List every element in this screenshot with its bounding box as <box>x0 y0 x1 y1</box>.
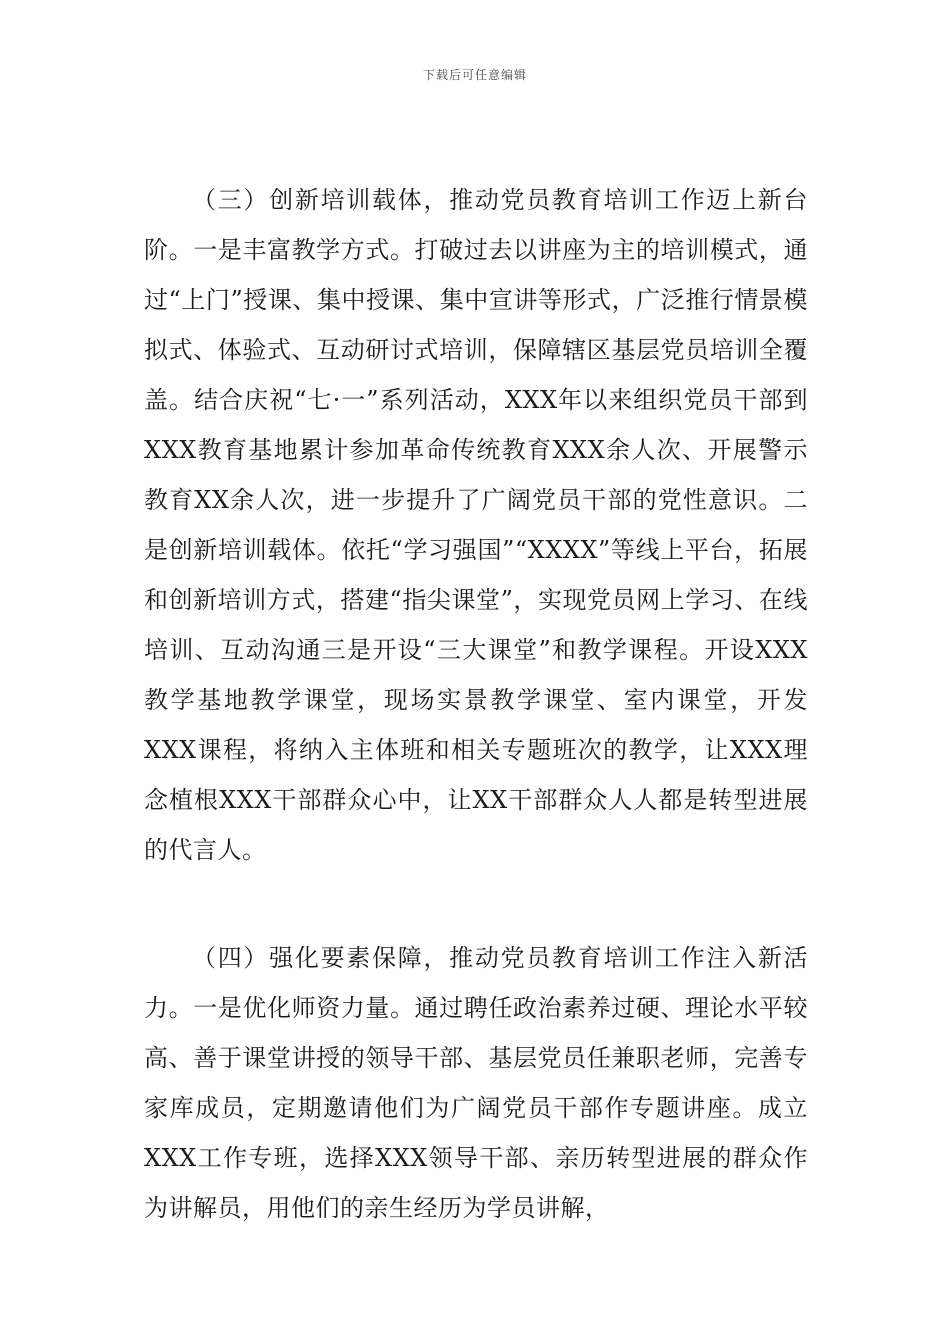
paragraph-section-3: （三）创新培训载体，推动党员教育培训工作迈上新台阶。一是丰富教学方式。打破过去以讲座为主的培训模式，通过“上门”授课、集中授课、集中宣讲等形式，广泛推行情景模拟式、体验式、互动研讨式培训，保障辖区基层党员培训全覆盖。结合庆祝“七·一”系列活动，XXX年以来组织党员干部到XXX教育基地累计参加革命传统教育XXX余人次、开展警示教育XX余人次，进一步提升了广阔党员干部的党性意识。二是创新培训载体。依托“学习强国”“XXXX”等线上平台，拓展和创新培训方式，搭建“指尖课堂”，实现党员网上学习、在线培训、互动沟通三是开设“三大课堂”和教学课程。开设XXX教学基地教学课堂，现场实景教学课堂、室内课堂，开发XXX课程，将纳入主体班和相关专题班次的教学，让XXX理念植根XXX干部群众心中，让XX干部群众人人都是转型进展的代言人。 <box>144 186 808 864</box>
paragraph-section-4: （四）强化要素保障，推动党员教育培训工作注入新活力。一是优化师资力量。通过聘任政治素养过硬、理论水平较高、善于课堂讲授的领导干部、基层党员任兼职老师，完善专家库成员，定期邀请他们为广阔党员干部作专题讲座。成立XXX工作专班，选择XXX领导干部、亲历转型进展的群众作为讲解员，用他们的亲生经历为学员讲解， <box>144 944 808 1222</box>
page-header: 下载后可任意编辑 <box>422 68 527 82</box>
document-body <box>144 175 808 1233</box>
